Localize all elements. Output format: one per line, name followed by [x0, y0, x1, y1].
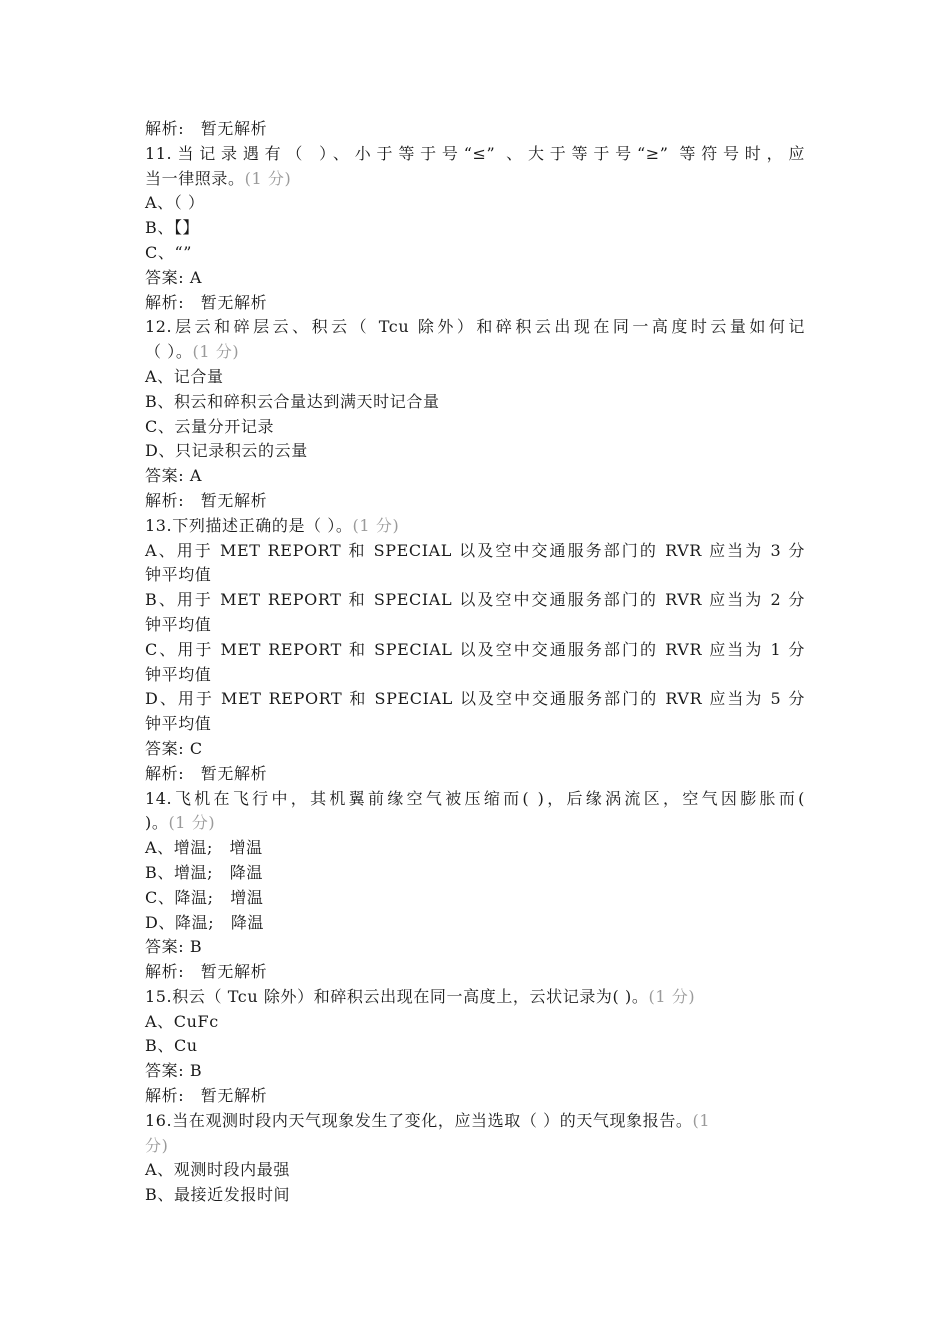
question-score: (1 分): [352, 515, 400, 535]
explanation-line: 解析: 暂无解析: [145, 962, 268, 982]
question-score: (1: [692, 1110, 711, 1130]
question-score: (1 分): [244, 168, 292, 188]
option-line: A、CuFc: [145, 1011, 219, 1031]
option-line: C、用于 MET REPORT 和 SPECIAL 以及空中交通服务部门的 RVR 应当为 1 分: [145, 639, 805, 659]
option-line: B、用于 MET REPORT 和 SPECIAL 以及空中交通服务部门的 RVR 应当为 2 分: [145, 590, 805, 610]
explanation-line: 解析: 暂无解析: [145, 292, 268, 312]
question-stem: 15.积云（ Tcu 除外）和碎积云出现在同一高度上，云状记录为( )。(1 分): [145, 986, 696, 1006]
answer-line: 答案: A: [145, 466, 203, 486]
option-line: A、用于 MET REPORT 和 SPECIAL 以及空中交通服务部门的 RVR 应当为 3 分: [145, 540, 805, 560]
question-stem: 11.当记录遇有（ ）、小于等于号“≤” 、大于等于号“≥” 等符号时，应: [145, 143, 805, 163]
option-line: 钟平均值: [145, 714, 212, 734]
question-stem: 12.层云和碎层云、积云（ Tcu 除外）和碎积云出现在同一高度时云量如何记: [145, 317, 805, 337]
option-line: B、【】: [145, 218, 200, 238]
answer-line: 答案: A: [145, 267, 203, 287]
question-stem: [145, 1134, 805, 1159]
option-line: A、记合量: [145, 366, 224, 386]
option-line: C、云量分开记录: [145, 416, 275, 436]
question-stem: 当一律照录。(1 分): [145, 168, 292, 188]
explanation-line: 解析: 暂无解析: [145, 119, 268, 138]
option-line: C、降温; 增温: [145, 887, 264, 907]
answer-line: 答案: B: [145, 937, 203, 957]
option-line: B、Cu: [145, 1036, 198, 1056]
option-line: B、积云和碎积云合量达到满天时记合量: [145, 391, 440, 411]
answer-line: 答案: B: [145, 1061, 203, 1081]
option-line: 钟平均值: [145, 565, 212, 585]
option-line: D、降温; 降温: [145, 912, 265, 932]
question-score: (1 分): [168, 813, 216, 833]
option-line: B、增温; 降温: [145, 862, 263, 882]
answer-line: 答案: C: [145, 738, 203, 758]
question-stem: 16.当在观测时段内天气现象发生了变化，应当选取（ ）的天气现象报告。(1: [145, 1110, 711, 1130]
option-line: 钟平均值: [145, 664, 212, 684]
question-stem: 13.下列描述正确的是（ ）。(1 分): [145, 515, 400, 535]
explanation-line: 解析: 暂无解析: [145, 490, 268, 510]
explanation-line: 解析: 暂无解析: [145, 763, 268, 783]
option-line: A、（ ）: [145, 193, 205, 213]
question-stem: )。(1 分): [145, 813, 216, 833]
explanation-line: 解析: 暂无解析: [145, 1086, 268, 1106]
question-score: 分): [145, 1135, 169, 1155]
option-line: 钟平均值: [145, 614, 212, 634]
option-line: D、只记录积云的云量: [145, 441, 308, 461]
option-line: A、增温; 增温: [145, 838, 263, 858]
question-stem: 14.飞机在飞行中，其机翼前缘空气被压缩而( )，后缘涡流区，空气因膨胀而(: [145, 788, 805, 808]
option-line: B、最接近发报时间: [145, 1185, 291, 1205]
question-score: (1 分): [648, 986, 696, 1006]
document-page: [145, 117, 805, 1208]
option-line: C、“”: [145, 242, 193, 262]
option-line: A、观测时段内最强: [145, 1160, 290, 1180]
question-score: (1 分): [192, 342, 240, 362]
question-stem: （ ）。(1 分): [145, 342, 240, 362]
option-line: D、用于 MET REPORT 和 SPECIAL 以及空中交通服务部门的 RVR 应当为 5 分: [145, 689, 805, 709]
